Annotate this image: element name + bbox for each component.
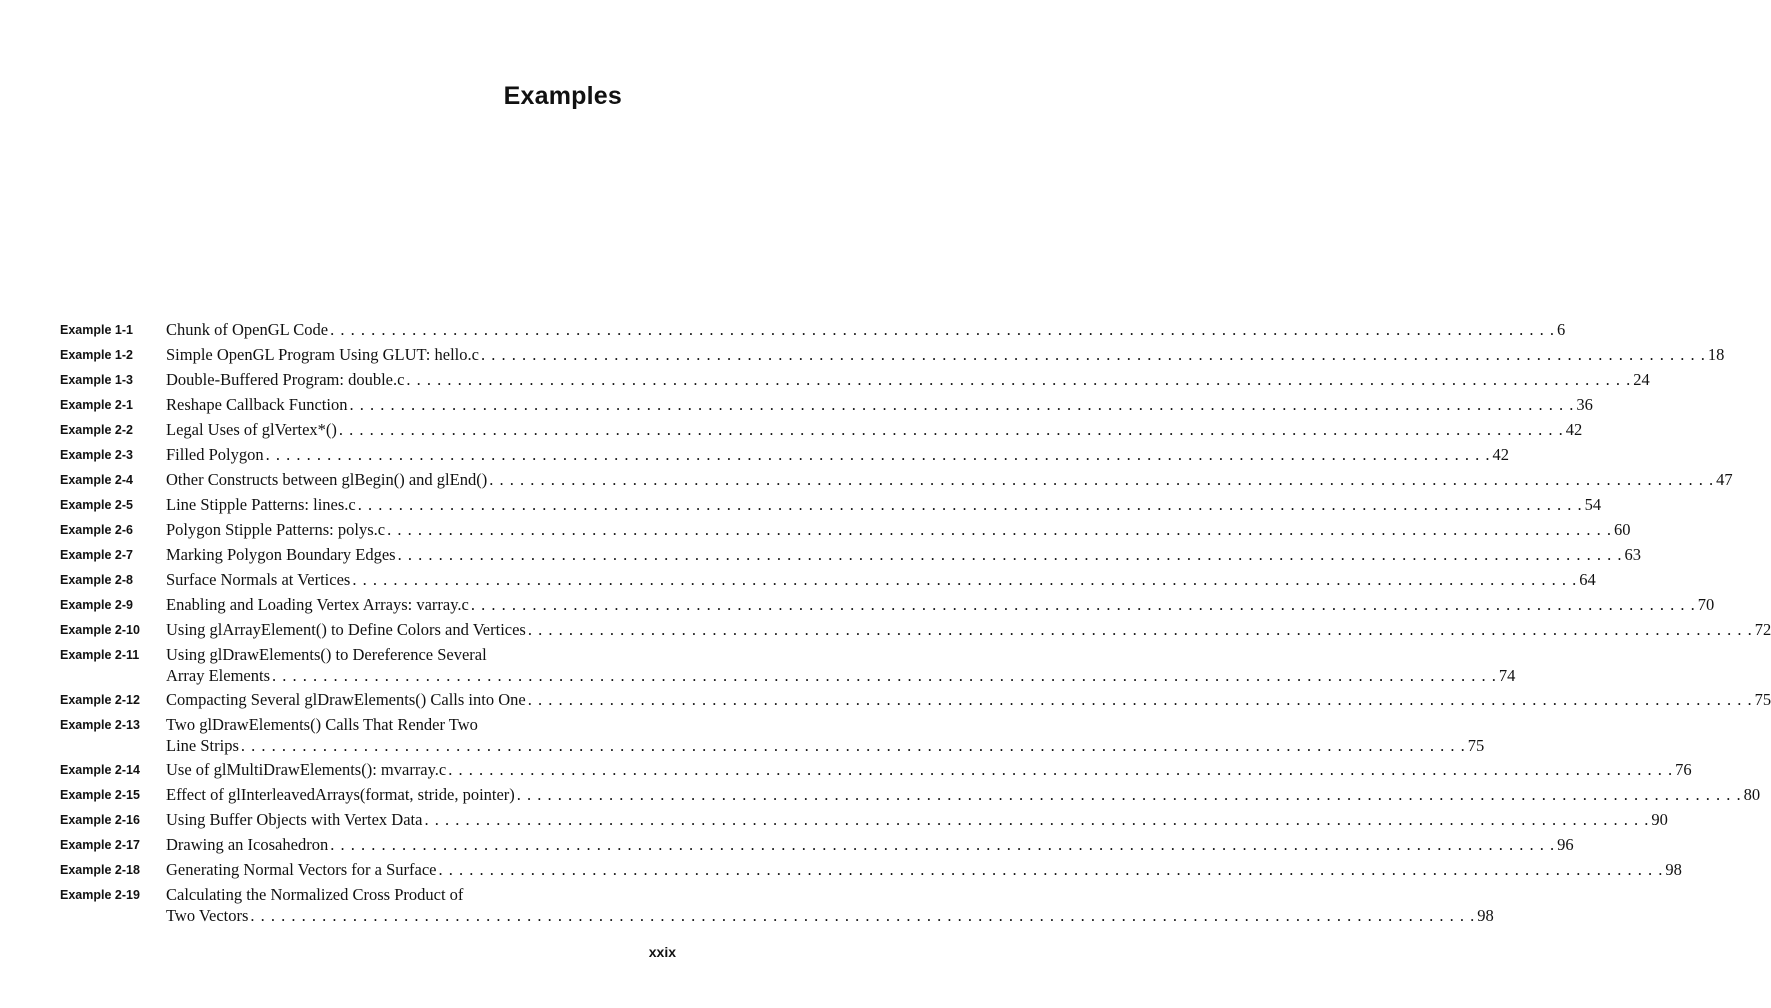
example-label: Example 1-1 (60, 323, 133, 337)
example-label: Example 2-11 (60, 648, 140, 662)
example-label: Example 2-5 (60, 498, 133, 512)
dot-leader: . . . . . . . . . . . . . . . . . . . . . . . . . . . . . . . . . . . . . . . . . . . . . . . . . . . . . . . . . . . . . . . . . . . . . . . . . . . . . . . . . . . . . . . . . . . . . . . . . . . . . . . . . . . . . . . . . . . . . . . . (438, 860, 1664, 879)
dot-leader: . . . . . . . . . . . . . . . . . . . . . . . . . . . . . . . . . . . . . . . . . . . . . . . . . . . . . . . . . . . . . . . . . . . . . . . . . . . . . . . . . . . . . . . . . . . . . . . . . . . . . . . . . . . . . . . . . . . . . . . . (349, 395, 1575, 414)
example-entry (60, 544, 1641, 566)
example-page-number: 63 (1624, 545, 1641, 564)
example-title-line: Reshape Callback Function (166, 395, 348, 414)
example-title-line: Two glDrawElements() Calls That Render Two (166, 715, 478, 734)
example-entry (60, 644, 1516, 686)
example-description (166, 714, 1484, 756)
dot-leader: . . . . . . . . . . . . . . . . . . . . . . . . . . . . . . . . . . . . . . . . . . . . . . . . . . . . . . . . . . . . . . . . . . . . . . . . . . . . . . . . . . . . . . . . . . . . . . . . . . . . . . . . . . . . . . . . . . . . . . . . (330, 835, 1556, 854)
examples-list (60, 319, 1771, 929)
example-title-line: Filled Polygon (166, 445, 264, 464)
dot-leader: . . . . . . . . . . . . . . . . . . . . . . . . . . . . . . . . . . . . . . . . . . . . . . . . . . . . . . . . . . . . . . . . . . . . . . . . . . . . . . . . . . . . . . . . . . . . . . . . . . . . . . . . . . . . . . . . . . . . . . . . (470, 595, 1696, 614)
example-page-number: 98 (1665, 860, 1682, 879)
dot-leader: . . . . . . . . . . . . . . . . . . . . . . . . . . . . . . . . . . . . . . . . . . . . . . . . . . . . . . . . . . . . . . . . . . . . . . . . . . . . . . . . . . . . . . . . . . . . . . . . . . . . . . . . . . . . . . . . . . . . . . . . (406, 370, 1632, 389)
example-label: Example 2-6 (60, 523, 133, 537)
example-label: Example 2-8 (60, 573, 133, 587)
example-label: Example 2-7 (60, 548, 133, 562)
example-entry (60, 859, 1682, 881)
dot-leader: . . . . . . . . . . . . . . . . . . . . . . . . . . . . . . . . . . . . . . . . . . . . . . . . . . . . . . . . . . . . . . . . . . . . . . . . . . . . . . . . . . . . . . . . . . . . . . . . . . . . . . . . . . . . . . . . . . . . . . . . (480, 345, 1706, 364)
example-description (166, 834, 1574, 855)
dot-leader: . . . . . . . . . . . . . . . . . . . . . . . . . . . . . . . . . . . . . . . . . . . . . . . . . . . . . . . . . . . . . . . . . . . . . . . . . . . . . . . . . . . . . . . . . . . . . . . . . . . . . . . . . . . . . . . . . . . . . . . . (330, 320, 1555, 339)
example-description (166, 619, 1771, 640)
dot-leader: . . . . . . . . . . . . . . . . . . . . . . . . . . . . . . . . . . . . . . . . . . . . . . . . . . . . . . . . . . . . . . . . . . . . . . . . . . . . . . . . . . . . . . . . . . . . . . . . . . . . . . . . . . . . . . . . . . . . . . . . (527, 620, 1753, 639)
example-title-line: Polygon Stipple Patterns: polys.c (166, 520, 386, 539)
example-page-number: 70 (1697, 595, 1715, 614)
example-label: Example 2-3 (60, 448, 133, 462)
example-description (166, 494, 1601, 515)
dot-leader: . . . . . . . . . . . . . . . . . . . . . . . . . . . . . . . . . . . . . . . . . . . . . . . . . . . . . . . . . . . . . . . . . . . . . . . . . . . . . . . . . . . . . . . . . . . . . . . . . . . . . . . . . . . . . . . . . . . . . . . . (338, 420, 1564, 439)
example-label: Example 2-14 (60, 763, 140, 777)
example-title-line: Effect of glInterleavedArrays(format, stride, pointer) (166, 785, 515, 804)
example-entry (60, 884, 1494, 926)
example-title-line: Calculating the Normalized Cross Product of (166, 885, 464, 904)
example-entry (60, 714, 1485, 756)
example-entry (60, 809, 1668, 831)
example-page-number: 80 (1743, 785, 1761, 804)
example-description (166, 759, 1692, 780)
dot-leader: . . . . . . . . . . . . . . . . . . . . . . . . . . . . . . . . . . . . . . . . . . . . . . . . . . . . . . . . . . . . . . . . . . . . . . . . . . . . . . . . . . . . . . . . . . . . . . . . . . . . . . . . . . . . . . . . . . . . . . . . (272, 666, 1497, 685)
example-description (166, 644, 1515, 686)
example-title-line: Marking Polygon Boundary Edges (166, 545, 396, 564)
example-description (166, 519, 1630, 540)
example-page-number: 36 (1576, 395, 1593, 414)
example-label: Example 2-10 (60, 623, 140, 637)
example-label: Example 2-18 (60, 863, 140, 877)
example-page-number: 6 (1556, 320, 1566, 339)
example-page-number: 96 (1557, 835, 1574, 854)
example-entry (60, 444, 1510, 466)
example-entry (60, 519, 1631, 541)
example-page-number: 42 (1565, 420, 1583, 439)
example-title-line: Generating Normal Vectors for a Surface (166, 860, 437, 879)
example-title-line: Chunk of OpenGL Code (166, 320, 329, 339)
example-entry (60, 319, 1566, 341)
example-title-line: Using Buffer Objects with Vertex Data (166, 810, 423, 829)
example-description (166, 369, 1650, 390)
example-entry (60, 569, 1596, 591)
example-label: Example 1-2 (60, 348, 133, 362)
dot-leader: . . . . . . . . . . . . . . . . . . . . . . . . . . . . . . . . . . . . . . . . . . . . . . . . . . . . . . . . . . . . . . . . . . . . . . . . . . . . . . . . . . . . . . . . . . . . . . . . . . . . . . . . . . . . . . . . . . . . . . . . (240, 736, 1466, 755)
example-description (166, 469, 1733, 490)
example-description (166, 594, 1714, 615)
example-page-number: 74 (1498, 666, 1516, 685)
dot-leader: . . . . . . . . . . . . . . . . . . . . . . . . . . . . . . . . . . . . . . . . . . . . . . . . . . . . . . . . . . . . . . . . . . . . . . . . . . . . . . . . . . . . . . . . . . . . . . . . . . . . . . . . . . . . . . . . . . . . . . . . (527, 690, 1753, 709)
example-entry (60, 784, 1761, 806)
example-entry (60, 469, 1733, 491)
example-description (166, 344, 1724, 365)
dot-leader: . . . . . . . . . . . . . . . . . . . . . . . . . . . . . . . . . . . . . . . . . . . . . . . . . . . . . . . . . . . . . . . . . . . . . . . . . . . . . . . . . . . . . . . . . . . . . . . . . . . . . . . . . . . . . . . . . . . . . . . . (489, 470, 1715, 489)
example-page-number: 76 (1675, 760, 1692, 779)
example-title-line: Line Strips (166, 736, 239, 755)
example-title-line: Using glDrawElements() to Dereference Several (166, 645, 487, 664)
example-description (166, 544, 1641, 565)
example-page-number: 18 (1707, 345, 1725, 364)
example-title-line: Line Stipple Patterns: lines.c (166, 495, 356, 514)
example-label: Example 1-3 (60, 373, 133, 387)
example-description (166, 784, 1760, 805)
example-description (166, 569, 1596, 590)
example-entry (60, 494, 1602, 516)
example-title-line: Use of glMultiDrawElements(): mvarray.c (166, 760, 447, 779)
example-page-number: 98 (1477, 906, 1494, 925)
dot-leader: . . . . . . . . . . . . . . . . . . . . . . . . . . . . . . . . . . . . . . . . . . . . . . . . . . . . . . . . . . . . . . . . . . . . . . . . . . . . . . . . . . . . . . . . . . . . . . . . . . . . . . . . . . . . . . . . . . . . . . . . (387, 520, 1612, 539)
example-description (166, 884, 1494, 926)
example-entry (60, 419, 1583, 441)
example-label: Example 2-4 (60, 473, 133, 487)
page-title: Examples (503, 82, 622, 110)
dot-leader: . . . . . . . . . . . . . . . . . . . . . . . . . . . . . . . . . . . . . . . . . . . . . . . . . . . . . . . . . . . . . . . . . . . . . . . . . . . . . . . . . . . . . . . . . . . . . . . . . . . . . . . . . . . . . . . . . . . . . . . . (397, 545, 1623, 564)
example-page-number: 54 (1584, 495, 1602, 514)
example-title-line: Legal Uses of glVertex*() (166, 420, 337, 439)
example-title-line: Other Constructs between glBegin() and glEnd() (166, 470, 488, 489)
example-title-line: Drawing an Icosahedron (166, 835, 329, 854)
example-title-line: Using glArrayElement() to Define Colors and Vertices (166, 620, 526, 639)
example-page-number: 72 (1754, 620, 1771, 639)
example-entry (60, 369, 1650, 391)
example-page-number: 24 (1633, 370, 1650, 389)
dot-leader: . . . . . . . . . . . . . . . . . . . . . . . . . . . . . . . . . . . . . . . . . . . . . . . . . . . . . . . . . . . . . . . . . . . . . . . . . . . . . . . . . . . . . . . . . . . . . . . . . . . . . . . . . . . . . . . . . . . . . . . . (516, 785, 1742, 804)
example-page-number: 90 (1651, 810, 1668, 829)
example-title-line: Compacting Several glDrawElements() Calls into One (166, 690, 526, 709)
example-label: Example 2-17 (60, 838, 140, 852)
example-label: Example 2-9 (60, 598, 133, 612)
example-description (166, 444, 1509, 465)
example-label: Example 2-19 (60, 888, 140, 902)
dot-leader: . . . . . . . . . . . . . . . . . . . . . . . . . . . . . . . . . . . . . . . . . . . . . . . . . . . . . . . . . . . . . . . . . . . . . . . . . . . . . . . . . . . . . . . . . . . . . . . . . . . . . . . . . . . . . . . . . . . . . . . . (357, 495, 1583, 514)
example-description (166, 394, 1593, 415)
dot-leader: . . . . . . . . . . . . . . . . . . . . . . . . . . . . . . . . . . . . . . . . . . . . . . . . . . . . . . . . . . . . . . . . . . . . . . . . . . . . . . . . . . . . . . . . . . . . . . . . . . . . . . . . . . . . . . . . . . . . . . . . (250, 906, 1476, 925)
example-page-number: 42 (1492, 445, 1510, 464)
example-description (166, 689, 1771, 710)
dot-leader: . . . . . . . . . . . . . . . . . . . . . . . . . . . . . . . . . . . . . . . . . . . . . . . . . . . . . . . . . . . . . . . . . . . . . . . . . . . . . . . . . . . . . . . . . . . . . . . . . . . . . . . . . . . . . . . . . . . . . . . . (448, 760, 1674, 779)
example-label: Example 2-15 (60, 788, 140, 802)
example-description (166, 859, 1682, 880)
example-title-line: Surface Normals at Vertices (166, 570, 351, 589)
example-entry (60, 619, 1771, 641)
example-label: Example 2-2 (60, 423, 133, 437)
example-entry (60, 394, 1593, 416)
example-description (166, 809, 1668, 830)
example-label: Example 2-1 (60, 398, 133, 412)
example-title-line: Enabling and Loading Vertex Arrays: varray.c (166, 595, 469, 614)
example-label: Example 2-13 (60, 718, 140, 732)
example-page-number: 75 (1754, 690, 1771, 709)
example-entry (60, 689, 1771, 711)
example-entry (60, 759, 1692, 781)
example-description (166, 419, 1582, 440)
example-page-number: 60 (1613, 520, 1631, 539)
dot-leader: . . . . . . . . . . . . . . . . . . . . . . . . . . . . . . . . . . . . . . . . . . . . . . . . . . . . . . . . . . . . . . . . . . . . . . . . . . . . . . . . . . . . . . . . . . . . . . . . . . . . . . . . . . . . . . . . . . . . . . . . (265, 445, 1491, 464)
example-description (166, 319, 1565, 340)
dot-leader: . . . . . . . . . . . . . . . . . . . . . . . . . . . . . . . . . . . . . . . . . . . . . . . . . . . . . . . . . . . . . . . . . . . . . . . . . . . . . . . . . . . . . . . . . . . . . . . . . . . . . . . . . . . . . . . . . . . . . . . . (424, 810, 1650, 829)
example-entry (60, 834, 1574, 856)
dot-leader: . . . . . . . . . . . . . . . . . . . . . . . . . . . . . . . . . . . . . . . . . . . . . . . . . . . . . . . . . . . . . . . . . . . . . . . . . . . . . . . . . . . . . . . . . . . . . . . . . . . . . . . . . . . . . . . . . . . . . . . . (352, 570, 1578, 589)
example-entry (60, 344, 1725, 366)
example-label: Example 2-12 (60, 693, 140, 707)
example-page-number: 75 (1467, 736, 1485, 755)
example-title-line: Array Elements (166, 666, 271, 685)
page-number: xxix (648, 944, 676, 960)
example-label: Example 2-16 (60, 813, 140, 827)
example-title-line: Two Vectors (166, 906, 249, 925)
example-entry (60, 594, 1715, 616)
example-title-line: Double-Buffered Program: double.c (166, 370, 405, 389)
example-title-line: Simple OpenGL Program Using GLUT: hello.c (166, 345, 479, 364)
example-page-number: 64 (1579, 570, 1596, 589)
example-page-number: 47 (1716, 470, 1733, 489)
